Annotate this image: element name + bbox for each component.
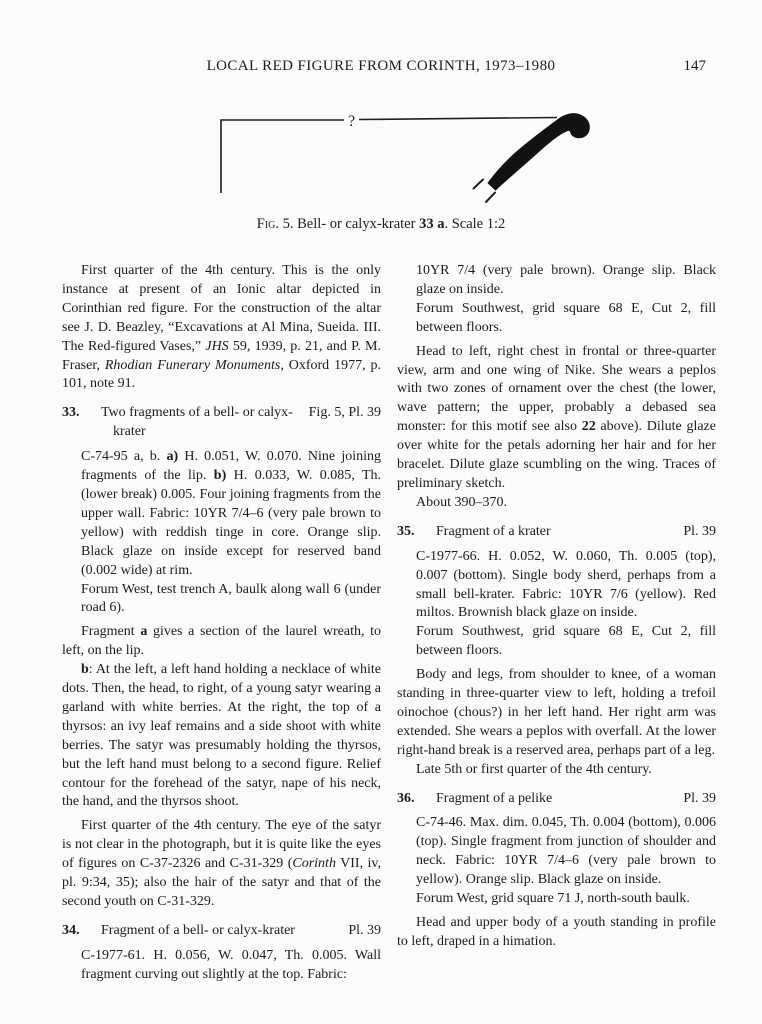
text-segment: 22 <box>581 419 596 435</box>
entry-35-heading <box>397 523 716 542</box>
text-columns <box>62 262 716 985</box>
scene-description: Head and upper body of a youth standing in profile to left, draped in a himation. <box>397 915 716 949</box>
entry-number: 34. <box>62 922 80 938</box>
dating-discussion <box>62 817 381 912</box>
krater-profile-drawing <box>200 103 600 213</box>
break-tick-mark <box>486 193 495 203</box>
catalog-description-continued: 10YR 7/4 (very pale brown). Orange slip. Black glaze on inside. <box>416 263 716 297</box>
scene-description <box>397 343 716 494</box>
plate-reference: Pl. 39 <box>348 922 381 938</box>
findspot: Forum West, grid square 71 J, north-south baulk. <box>416 891 690 907</box>
uncertainty-question-mark: ? <box>347 113 356 130</box>
text-segment: a) <box>166 449 179 465</box>
text-segment: 59, 1939, p. 21, and P. M. Fraser, <box>62 338 381 373</box>
catalog-description: C-74-46. Max. dim. 0.045, Th. 0.004 (bottom), 0.006 (top). Single fragment from junction of shoulder and neck. Fabric: 10YR 7/4–6 (very pale brown to yellow). Orange slip. Black glaze on inside. <box>416 815 716 888</box>
entry-number: 35. <box>397 523 415 539</box>
text-segment: C-74-95 a, b. <box>81 449 167 465</box>
text-segment: : At the left, a left hand holding a necklace of white dots. Then, the head, to right, of a young satyr wearing a garland with white berries. At the right, the top of a thyrsos: an ivy leaf remains and a side shoot with white berries. The satyr was presumably holding the thyrsos, but the left hand must belong to a second figure. Relief contour for the forehead of the satyr, nape of his neck, the hand, and the thyrsos shoot. <box>62 662 381 810</box>
entry-36-heading <box>397 790 716 809</box>
fragment-b-description <box>62 661 381 812</box>
entry-number: 36. <box>397 790 415 806</box>
entry-title: Fragment of a krater <box>436 523 551 539</box>
text-segment: Corinth <box>292 856 336 872</box>
running-title: LOCAL RED FIGURE FROM CORINTH, 1973–1980 <box>206 58 556 74</box>
scene-description: Body and legs, from shoulder to knee, of a woman standing in three-quarter view to left, holding a trefoil oinochoe (chous?) in her left hand. Her right arm was extended. She wears a peplos with overfall. At the lower right-hand break is a reserved area, perhaps part of a leg. <box>397 667 716 758</box>
text-segment: gives a section of the laurel wreath, to left, on the lip. <box>62 624 382 659</box>
entry-number: 33. <box>62 405 80 421</box>
figure-plate-reference: Fig. 5, Pl. 39 <box>308 405 381 421</box>
text-segment: Rhodian Funerary Monuments <box>104 357 281 373</box>
page-number: 147 <box>683 58 706 74</box>
entry-33-heading <box>62 404 381 442</box>
entry-title: Fragment of a pelike <box>436 790 553 806</box>
plate-reference: Pl. 39 <box>683 790 716 806</box>
text-segment: b <box>81 662 89 678</box>
text-segment: First quarter of the 4th century. This is the only instance at present of an Ionic altar depicted in Corinthian red figure. For the construction of the altar see J. D. Beazley, “Excavations at Al Mina, Sueida. III. The Red-figured Vases,” <box>62 263 381 354</box>
rim-extent-line-left <box>221 120 344 193</box>
findspot: Forum West, test trench A, baulk along wall 6 (under road 6). <box>81 581 381 616</box>
figure-caption <box>0 216 762 233</box>
text-segment: 5. Bell- or calyx-krater <box>278 216 420 232</box>
text-segment: H. 0.051, W. 0.070. Nine joining fragments of the lip. <box>81 449 381 484</box>
findspot: Forum Southwest, grid square 68 E, Cut 2, fill between floors. <box>416 300 716 335</box>
catalog-description: C-1977-61. H. 0.056, W. 0.047, Th. 0.005. Wall fragment curving out slightly at the top. Fabric: <box>81 947 381 982</box>
intro-paragraph <box>62 262 381 394</box>
text-segment: a <box>140 624 148 640</box>
right-column <box>397 262 716 985</box>
left-column <box>62 262 381 985</box>
dating-line: About 390–370. <box>416 494 507 510</box>
entry-title: Two fragments of a bell- or calyx-krater <box>101 405 293 440</box>
catalog-description <box>81 448 381 580</box>
text-segment: . Scale 1:2 <box>444 216 506 232</box>
fragment-a-description <box>62 623 381 661</box>
entry-34-heading <box>62 922 381 941</box>
dating-line: Late 5th or first quarter of the 4th century. <box>416 761 652 777</box>
rim-extent-line-right <box>359 118 557 120</box>
text-segment: VII, iv, pl. 9:34, 35); also the hair of the satyr and that of the second youth on C-31-329. <box>62 856 381 909</box>
catalog-description: C-1977-66. H. 0.052, W. 0.060, Th. 0.005 (top), 0.007 (bottom). Single body sherd, perhaps from a small bell-krater. Fabric: 10YR 7/6 (yellow). Red miltos. Brownish black glaze on inside. <box>416 548 716 621</box>
break-tick-mark <box>474 180 484 189</box>
text-segment: , Oxford 1977, p. 101, note 91. <box>62 357 381 392</box>
rim-profile-section <box>488 114 589 190</box>
text-segment: Head to left, right chest in frontal or three-quarter view, arm and one wing of Nike. She wears a peplos with two zones of ornament over the chest (the lower, wave pattern; the upper, probably a debased sea monster: for this motif see also <box>397 343 716 435</box>
text-segment: First quarter of the 4th century. The eye of the satyr is not clear in the photograph, but it is quite like the eyes of figures on C-37-2326 and C-31-329 ( <box>62 818 381 872</box>
text-segment: b) <box>213 468 227 484</box>
text-segment: 33 a <box>419 216 445 232</box>
text-segment: Fig. <box>256 216 279 232</box>
text-segment: above). Dilute glaze over white for the petals adorning her hair and for her bracelet. Dilute glaze scumbling on the wing. Traces of preliminary sketch. <box>397 419 716 491</box>
findspot: Forum Southwest, grid square 68 E, Cut 2, fill between floors. <box>416 624 716 659</box>
text-segment: Fragment <box>81 624 141 640</box>
text-segment: JHS <box>205 338 229 354</box>
text-segment: H. 0.033, W. 0.085, Th. (lower break) 0.005. Four joining fragments from the upper wall. Fabric: 10YR 7/4–6 (very pale brown to yellow) with reddish tinge in core. Orange slip. Black glaze on inside except for reserved band (0.002 wide) at rim. <box>81 468 381 578</box>
plate-reference: Pl. 39 <box>683 523 716 539</box>
entry-title: Fragment of a bell- or calyx-krater <box>101 922 295 938</box>
